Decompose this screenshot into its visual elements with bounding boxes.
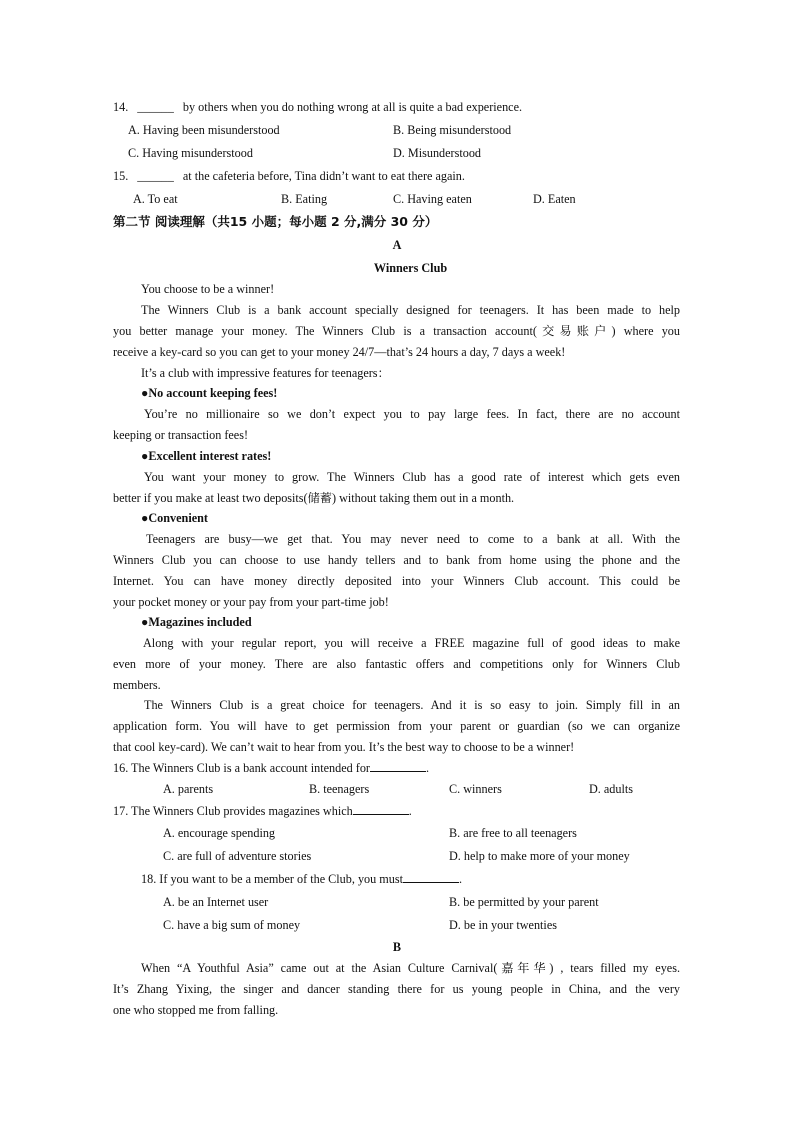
q15-option-d: D. Eaten	[533, 192, 576, 206]
paragraph-line: It’s a club with impressive features for teenagers：	[141, 366, 390, 380]
answer-blank	[403, 871, 459, 883]
q18-option-d: D. be in your twenties	[449, 918, 557, 932]
feature-heading: ●Excellent interest rates!	[141, 449, 272, 463]
q16-option-c: C. winners	[449, 782, 502, 796]
answer-blank: ______	[137, 169, 174, 183]
question-text: 17. The Winners Club provides magazines which	[113, 804, 353, 818]
q17-option-d: D. help to make more of your money	[449, 849, 630, 863]
paragraph-line: When “A Youthful Asia” came out at the Asian Culture Carnival(嘉年华) , tears filled my eyes.	[141, 961, 680, 975]
question-16-stem: 16. The Winners Club is a bank account intended for .	[113, 761, 430, 775]
q14-option-a: A. Having been misunderstood	[128, 123, 280, 137]
feature-heading: ●Magazines included	[141, 615, 252, 629]
paragraph-line: You’re no millionaire so we don’t expect you to pay large fees. In fact, there are no account	[144, 407, 680, 421]
q14-option-b: B. Being misunderstood	[393, 123, 512, 137]
question-number: 15.	[113, 169, 129, 183]
q17-option-b: B. are free to all teenagers	[449, 826, 577, 840]
q18-option-a: A. be an Internet user	[163, 895, 269, 909]
question-text: 18. If you want to be a member of the Club, you must	[141, 872, 403, 886]
passage-title: Winners Club	[373, 261, 448, 275]
q14-option-c: C. Having misunderstood	[128, 146, 253, 160]
q16-option-a: A. parents	[163, 782, 214, 796]
q16-option-d: D. adults	[589, 782, 634, 796]
paragraph-line: You want your money to grow. The Winners Club has a good rate of interest which gets even	[144, 470, 680, 484]
q18-option-c: C. have a big sum of money	[163, 918, 301, 932]
question-18-stem: 18. If you want to be a member of the Club, you must .	[141, 872, 463, 886]
paragraph-line: members.	[113, 678, 161, 692]
section-heading: 第二节 阅读理解（共15 小题；每小题 2 分,满分 30 分）	[113, 214, 438, 229]
paragraph-line: one who stopped me from falling.	[113, 1003, 279, 1017]
q17-option-a: A. encourage spending	[163, 826, 276, 840]
question-text: 16. The Winners Club is a bank account intended for	[113, 761, 370, 775]
question-number: 14.	[113, 100, 129, 114]
q15-option-c: C. Having eaten	[393, 192, 472, 206]
question-15-stem	[113, 168, 465, 184]
paragraph-line: The Winners Club is a great choice for teenagers. And it is so easy to join. Simply fill in an	[144, 698, 680, 712]
paragraph-line: your pocket money or your pay from your part-time job!	[113, 595, 389, 609]
question-17-stem: 17. The Winners Club provides magazines which .	[113, 804, 412, 818]
q15-option-b: B. Eating	[281, 192, 328, 206]
paragraph-line: even more of your money. There are also fantastic offers and competitions only for Winners Club	[113, 657, 680, 671]
paragraph-line: Teenagers are busy—we get that. You may never need to come to a bank at all. With the	[146, 532, 680, 546]
paragraph-line: application form. You will have to get permission from your parent or guardian (so we can organize	[113, 719, 680, 733]
q16-option-b: B. teenagers	[309, 782, 370, 796]
q14-option-d: D. Misunderstood	[393, 146, 482, 160]
passage-letter-b: B	[392, 940, 402, 954]
question-text: at the cafeteria before, Tina didn’t want to eat there again.	[182, 169, 465, 183]
paragraph-line: It’s Zhang Yixing, the singer and dancer standing there for us young people in China, and the very	[113, 982, 680, 996]
paragraph-line: receive a key-card so you can get to your money 24/7—that’s 24 hours a day, 7 days a week!	[113, 345, 566, 359]
paragraph-line: The Winners Club is a bank account specially designed for teenagers. It has been made to help	[141, 303, 680, 317]
paragraph-line: Winners Club you can choose to use handy tellers and to bank from home using the phone and the	[113, 553, 680, 567]
answer-blank	[370, 760, 426, 772]
passage-intro: You choose to be a winner!	[141, 282, 275, 296]
paragraph-line: you better manage your money. The Winners Club is a transaction account(交易账户) where you	[113, 324, 680, 338]
paragraph-line: Internet. You can have money directly deposited into your Winners Club account. This could be	[113, 574, 680, 588]
question-text: by others when you do nothing wrong at all is quite a bad experience.	[182, 100, 523, 114]
question-14-stem	[113, 99, 522, 115]
paragraph-line: Along with your regular report, you will receive a FREE magazine full of good ideas to make	[143, 636, 680, 650]
feature-heading: ●Convenient	[141, 511, 208, 525]
feature-heading: ●No account keeping fees!	[141, 386, 278, 400]
paragraph-line: better if you make at least two deposits(储蓄) without taking them out in a month.	[113, 491, 515, 505]
answer-blank: ______	[137, 100, 174, 114]
passage-letter-a: A	[392, 238, 402, 252]
q15-option-a: A. To eat	[133, 192, 178, 206]
q17-option-c: C. are full of adventure stories	[163, 849, 312, 863]
answer-blank	[353, 803, 409, 815]
q18-option-b: B. be permitted by your parent	[449, 895, 599, 909]
paragraph-line: that cool key-card). We can’t wait to hear from you. It’s the best way to choose to be a winner!	[113, 740, 575, 754]
paragraph-line: keeping or transaction fees!	[113, 428, 249, 442]
